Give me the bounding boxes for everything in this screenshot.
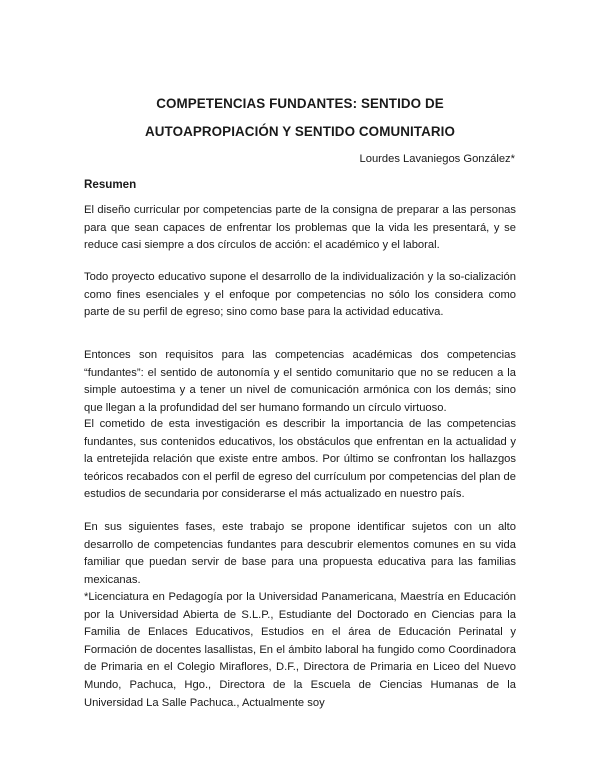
- section-heading-resumen: Resumen: [84, 178, 137, 191]
- abstract-paragraph-1: El diseño curricular por competencias parte de la consigna de preparar a las personas para que sean capaces de enfrentar los problemas que la vida les presentará, y se reduce casi siempre a dos círculos de acción: el académico y el laboral.: [84, 204, 516, 252]
- author-footnote: *Licenciatura en Pedagogía por la Universidad Panamericana, Maestría en Educación por la Universidad Abierta de S.L.P., Estudiante del Doctorado en Ciencias para la Familia de Enlaces Educativos, Estudios en el área de Educación Perinatal y Formación de docentes lasallistas, En el ámbito laboral ha fungido como Coordinadora de Primaria en el Colegio Miraflores, D.F., Directora de Primaria en Liceo del Nuevo Mundo, Pachuca, Hgo., Directora de la Escuela de Ciencias Humanas de la Universidad La Salle Pachuca., Actualmente soy: [84, 591, 516, 709]
- abstract-paragraph-2: Todo proyecto educativo supone el desarrollo de la individualización y la so-cialización como fines esenciales y el enfoque por competencias no sólo los considera como parte de su perfil de egreso; sino como base para la actividad educativa.: [84, 271, 516, 319]
- abstract-paragraph-5: En sus siguientes fases, este trabajo se propone identificar sujetos con un alto desarrollo de competencias fundantes para descubrir elementos comunes en su vida familiar que puedan servir de base para una propuesta educativa para las familias mexicanas.: [84, 521, 516, 586]
- document-title-line-2: AUTOAPROPIACIÓN Y SENTIDO COMUNITARIO: [145, 124, 455, 139]
- document-title-line-1: COMPETENCIAS FUNDANTES: SENTIDO DE: [156, 96, 444, 111]
- abstract-paragraph-3: Entonces son requisitos para las competencias académicas dos competencias “fundantes”: el sentido de autonomía y el sentido comunitario que no se reducen a la simple autoestima y a tener un nivel de comunicación armónica con los demás; sino que llegan a la profundidad del ser humano formando un círculo virtuoso.: [84, 349, 516, 414]
- abstract-paragraph-4: El cometido de esta investigación es describir la importancia de las competencias fundantes, sus contenidos educativos, los obstáculos que enfrentan en la actualidad y la entretejida relación que existe entre ambos. Por último se confrontan los hallazgos teóricos recabados con el perfil de egreso del currículum por competencias del plan de estudios de secundaria por considerarse el más actualizado en nuestro país.: [84, 418, 516, 501]
- author-name: Lourdes Lavaniegos González*: [359, 153, 515, 165]
